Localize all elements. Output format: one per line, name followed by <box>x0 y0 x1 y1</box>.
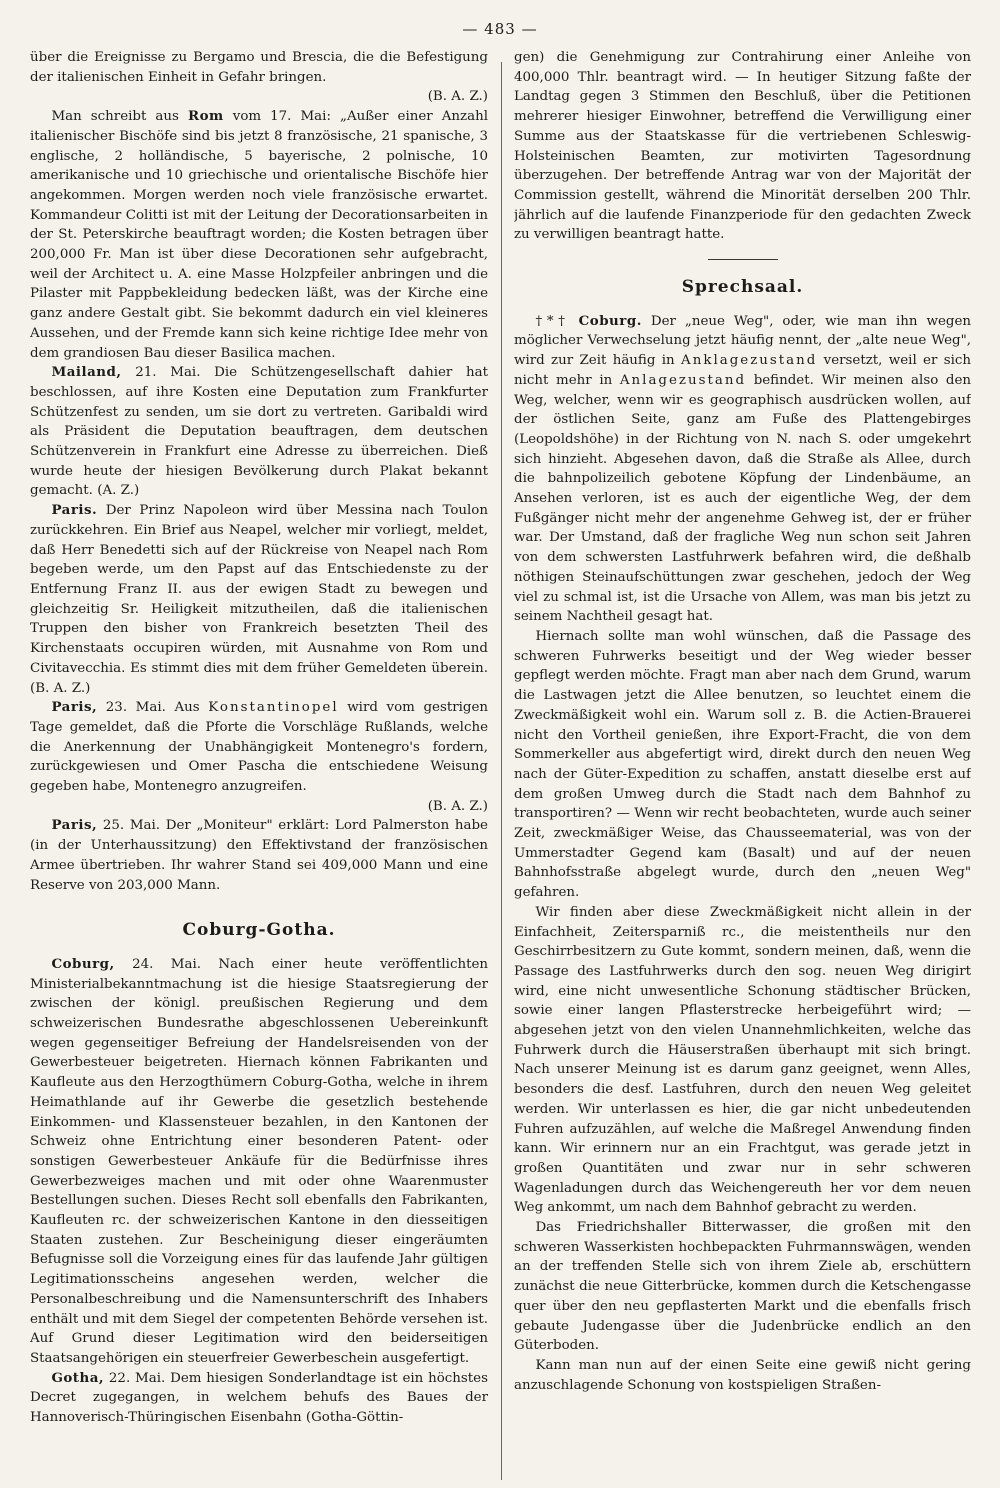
dateline-place: Paris. <box>51 502 98 519</box>
article-body: 23. Mai. Aus <box>105 700 200 716</box>
article-body: versetzt, weil er sich nicht mehr in <box>514 353 971 388</box>
article-body: 21. Mai. Die Schützengesellschaft dahier hat beschlossen, auf ihre Kosten eine Deputation zum Frankfurter Schützenfest zu senden, um sie dort zu vertreten. Garibaldi wird als Präsident die Deputation beauftragen, dem deutschen Schützenverein in Frankfurt eine Adresse zu überreichen. Dieß wurde heute der hiesigen Bevölkerung durch Plakat bekannt gemacht. <box>30 365 488 499</box>
article-coburg <box>30 955 488 1369</box>
article-body: 24. Mai. Nach einer heute veröffentlichten Ministerialbekanntmachung ist die hiesige Staatsregierung der zwischen der königl. preußischen Regierung und dem schweizerischen Bundesrathe abgeschlossenen Uebereinkunft wegen gegenseitiger Befreiung der Handelsreisenden von der Gewerbesteuer beigetreten. Hiernach können Fabrikanten und Kaufleute aus den Herzogthümern Coburg-Gotha, welche in ihrem Heimathlande auf ihr Gewerbe die gesetzlich bestehende Einkommen- und Klassensteuer bezahlen, in den Kantonen der Schweiz ohne Entrichtung einer besonderen Patent- oder sonstigen Gewerbesteuer Ankäufe für die Bedürfnisse ihres Gewerbezweiges machen und mit oder ohne Waarenmuster Bestellungen suchen. Dieses Recht soll ebenfalls den Fabrikanten, Kaufleuten rc. der schweizerischen Kantone in den diesseitigen Staaten zustehen. Zur Bescheinigung dieser eingeräumten Befugnisse soll die Vorzeigung eines für das laufende Jahr gültigen Legitimationsscheins angesehen werden, welcher die Personalbeschreibung und die Namensunterschrift des Inhabers enthält und mit dem Siegel der competenten Behörde versehen ist. Auf Grund dieser Legitimation wird den beiderseitigen Staatsangehörigen ein steuerfreier Gewerbeschein ausgefertigt. <box>30 956 488 1366</box>
source-ref: (B. A. Z.) <box>427 798 488 814</box>
source-ref: (B. A. Z.) <box>427 89 488 105</box>
article-body: 22. Mai. Dem hiesigen Sonderlandtage ist ein höchstes Decret zugegangen, in welchem behufs des Baues der Hannoverisch-Thüringischen Eisenbahn (Gotha-Göttin- <box>30 1370 488 1426</box>
article-body: wird vom gestrigen Tage gemeldet, daß die Pforte die Vorschläge Rußlands, welche die Anerkennung der Unabhängigkeit Montenegro's fordern, zurückgewiesen und Omer Pascha die entschiedene Weisung gegeben habe, Montenegro anzugreifen. <box>30 700 488 795</box>
article-gotha <box>30 1369 488 1428</box>
paragraph: Kann man nun auf der einen Seite eine gewiß nicht gering anzuschlagende Schonung von kostspieligen Straßen- <box>514 1358 971 1393</box>
article-gotha-continued: gen) die Genehmigung zur Contrahirung einer Anleihe von 400,000 Thlr. beantragt wird. — In heutiger Sitzung faßte der Landtag gegen 3 Stimmen den Beschluß, über die Petitionen mehrerer hiesiger Einwohner, betreffend die Verwilligung einer Summe aus der Staatskasse für die vertriebenen Schleswig-Holsteinischen Beamten, zur motivirten Tagesordnung überzugehen. Der betreffende Antrag war von der Majorität der Commission gestellt, während die Minorität derselben 200 Thlr. jährlich auf die laufende Finanzperiode für den gedachten Zweck zu verwilligen beantragt hatte. <box>514 50 971 243</box>
article-body: vom 17. Mai: „Außer einer Anzahl italienischer Bischöfe sind bis jetzt 8 französische, 21 spanische, 3 englische, 2 holländische, 5 bayerische, 2 polnische, 10 amerikanische und 10 griechische und orientalische Bischöfe hier angekommen. Morgen werden noch viele französische erwartet. Kommandeur Colitti ist mit der Leitung der Decorationsarbeiten in der St. Peterskirche beauftragt worden; die Kosten betragen über 200,000 Fr. Man ist über diese Decorationen sehr aufgebracht, weil der Architect u. A. eine Masse Holzpfeiler anbringen und die Pilaster mit Pappbekleidung bedecken läßt, was der Kirche eine ganz andere Gestalt gibt. Sie bekommt dadurch ein viel kleineres Aussehen, und der Fremde kann sich keine richtige Idee mehr von dem grandiosen Bau dieser Basilica machen. <box>30 109 488 361</box>
emphasized-term: Anklagezustand <box>681 353 818 369</box>
emphasized-city: Konstantinopel <box>208 700 339 716</box>
article-body: befindet. Wir meinen also den Weg, welcher, wenn wir es geographisch ausdrücken wollen, auf der östlichen Seite, ganz am Fuße des Plattengebirges (Leopoldshöhe) in der Richtung von N. nach S. oder umgekehrt sich hinzieht. Abgesehen davon, daß die Straße als Allee, durch die bahnpolizeilich gebotene Köpfung der Lindenbäume, an Ansehen verloren, ist es auch der eigentliche Weg, der dem Fußgänger nicht mehr der angenehme Gehweg ist, der er früher war. Der Umstand, daß der fragliche Weg nun schon seit Jahren von dem schwersten Lastfuhrwerk befahren wird, die deßhalb nöthigen Steinaufschüttungen zwar geschehen, jedoch der Weg viel zu schmal ist, ist die Ursache von Allem, was man bis jetzt zu seinem Nachtheil gesagt hat. <box>514 372 971 625</box>
section-heading-sprechsaal: Sprechsaal. <box>681 277 804 298</box>
section-heading-coburg-gotha: Coburg-Gotha. <box>182 920 336 941</box>
dateline-place: Paris, <box>51 817 98 834</box>
dateline-place: Gotha, <box>51 1369 105 1386</box>
article-paris-2 <box>30 698 488 797</box>
paragraph-bergamo-end: über die Ereignisse zu Bergamo und Brescia, die die Befestigung der italienischen Einheit in Gefahr bringen. <box>30 50 488 85</box>
section-rule <box>708 259 778 260</box>
article-rom <box>30 107 488 363</box>
author-mark: †*† <box>535 313 570 329</box>
column-divider <box>501 62 502 1480</box>
emphasized-term: Anlagezustand <box>619 372 747 388</box>
source-ref: (B. A. Z.) <box>30 680 91 696</box>
page-number: — 483 — <box>462 20 538 38</box>
paragraph: Hiernach sollte man wohl wünschen, daß die Passage des schweren Fuhrwerks beseitigt und der Weg wieder besser gepflegt werden möchte. Fragt man aber nach dem Grund, warum die Lastwagen jetzt die Allee benutzen, so leuchtet einem die Zweckmäßigkeit wohl ein. Warum soll z. B. die Actien-Brauerei nicht den Vortheil genießen, ihre Export-Fracht, die von dem Sommerkeller aus abgefertigt wird, direkt durch den neuen Weg nach der Güter-Expedition zu schaffen, anstatt dieselbe erst auf dem großen Umweg durch die Stadt nach dem Bahnhof zu transportiren? — Wenn wir recht beobachteten, wurde auch seiner Zeit, zweckmäßiger Weise, das Chausseematerial, was von der Ummerstadter Gegend kam (Basalt) und auf der neuen Bahnhofsstraße abgelegt wurde, durch den „neuen Weg" gefahren. <box>514 628 971 901</box>
paragraph: Das Friedrichshaller Bitterwasser, die großen mit den schweren Wasserkisten hochbepackten Fuhrmannswägen, wenden an der treffenden Stelle sich von ihrem Ziele ab, erschüttern zunächst die neue Gitterbrücke, kommen durch die Ketschengasse quer über den neu gepflasterten Markt und die ebenfalls frisch gebaute Judengasse über die Judenbrücke endlich an den Güterboden. <box>514 1220 971 1354</box>
article-paris-3 <box>30 816 488 895</box>
article-paris-1 <box>30 501 488 698</box>
paragraph: Wir finden aber diese Zweckmäßigkeit nicht allein in der Einfachheit, Zeitersparniß rc., die meistentheils nur den Geschirrbesitzern zu Gute kommt, sondern meinen, daß, wenn die Passage des Lastfuhrwerks durch den sog. neuen Weg dirigirt wird, eine nicht unwesentliche Schonung städtischer Brücken, sowie einer langen Pflasterstrecke herbeigeführt wird; — abgesehen jetzt von den vielen Unannehmlichkeiten, welche das Fuhrwerk durch die Häuserstraßen überhaupt mit sich bringt. Nach unserer Meinung ist es darum ganz geeignet, wenn Alles, besonders die desf. Lastfuhren, durch den neuen Weg geleitet werden. Wir unterlassen es hier, die gar nicht unbedeutenden Fuhren aufzuzählen, auf welche die Maßregel Anwendung finden kann. Wir erinnern nur an ein Frachtgut, was gerade jetzt in großen Quantitäten und zwar nur in sehr schweren Wagenladungen durch das Weichengereuth her vor dem neuen Weg ankommt, um nach dem Bahnhof gebracht zu werden. <box>514 904 971 1216</box>
article-mailand <box>30 363 488 501</box>
article-body: 25. Mai. Der „Moniteur" erklärt: Lord Palmerston habe (in der Unterhaussitzung) den Effektivstand der französischen Armee übertrieben. Ihr wahrer Stand sei 409,000 Mann und eine Reserve von 203,000 Mann. <box>30 818 488 893</box>
article-neuer-weg <box>514 312 971 627</box>
dateline-place: Paris, <box>51 699 98 716</box>
left-column <box>30 48 488 1488</box>
article-intro: Man schreibt aus <box>51 109 179 125</box>
dateline-place: Rom <box>187 108 224 125</box>
right-column <box>514 48 971 1488</box>
source-ref: (A. Z.) <box>97 483 140 499</box>
article-body: Der „neue Weg", oder, wie man ihn wegen möglicher Verwechselung jetzt häufig nennt, der „alte neue Weg", wird zur Zeit häufig in <box>514 313 971 369</box>
dateline-place: Coburg, <box>51 955 115 972</box>
dateline-place: Coburg. <box>578 312 642 329</box>
dateline-place: Mailand, <box>51 364 122 381</box>
article-body: Der Prinz Napoleon wird über Messina nach Toulon zurückkehren. Ein Brief aus Neapel, welcher mir vorliegt, meldet, daß Herr Benedetti sich auf der Rückreise von Neapel nach Rom begeben werde, um den Papst auf das Entschiedenste zu der Entfernung Franz II. aus der ewigen Stadt zu bewegen und gleichzeitig Sr. Heiligkeit mitzutheilen, daß die italienischen Truppen den bisher von Frankreich besetzten Theil des Kirchenstaats occupiren würden, mit Ausnahme von Rom und Civitavecchia. Es stimmt dies mit dem früher Gemeldeten überein. <box>30 503 488 676</box>
